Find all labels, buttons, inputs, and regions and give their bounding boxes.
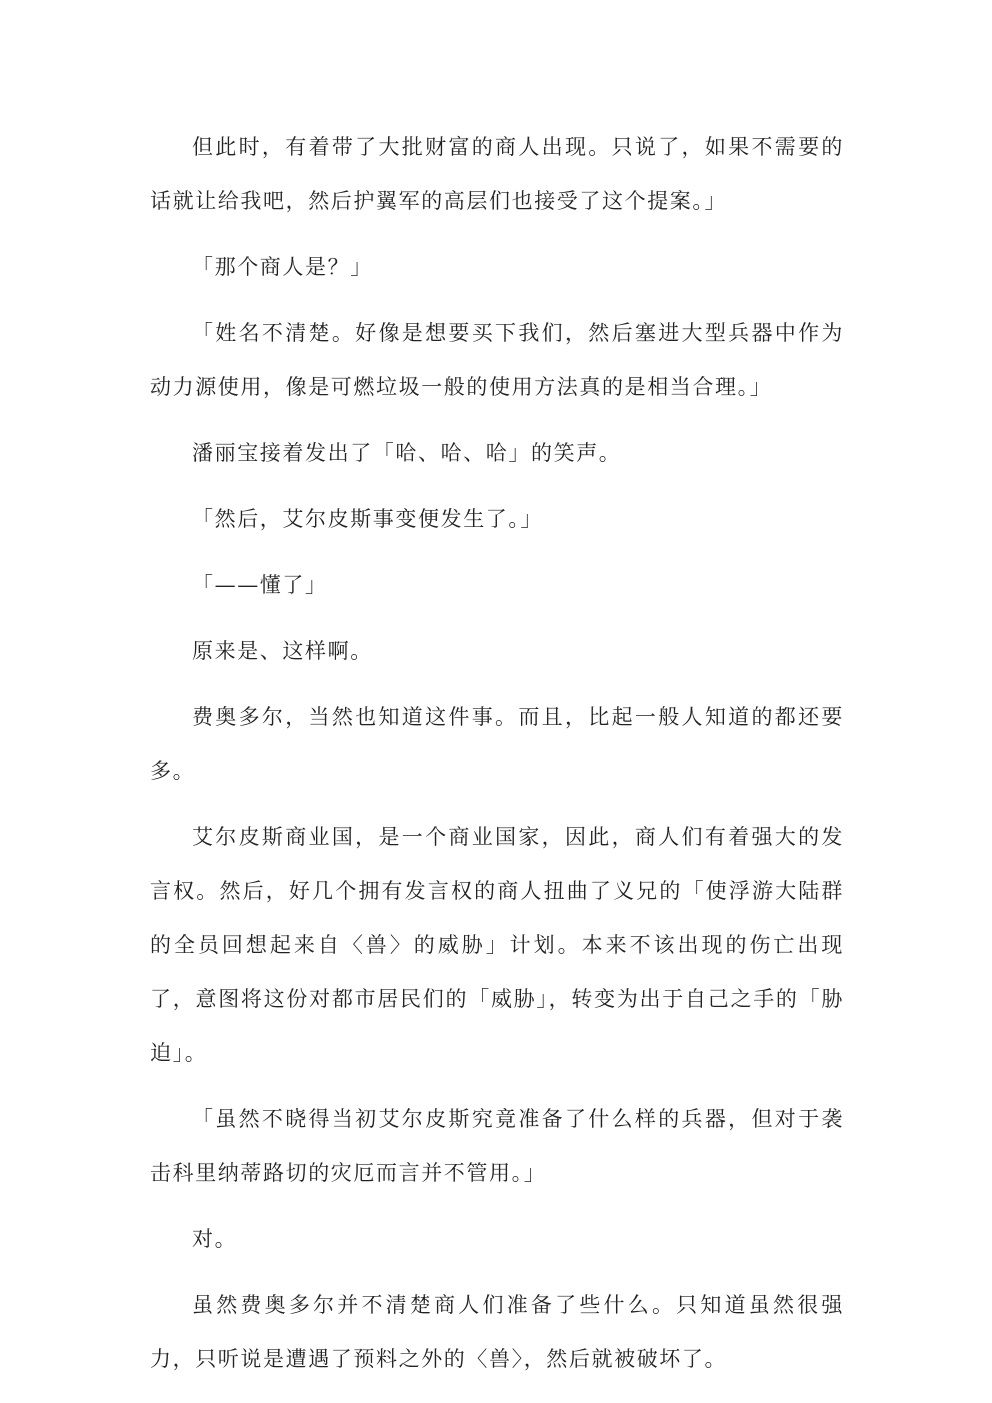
paragraph: 「——懂了」 [192, 573, 328, 597]
paragraph: 「那个商人是？」 [192, 255, 373, 279]
paragraph: 艾尔皮斯商业国，是一个商业国家，因此，商人们有着强大的发言权。然后，好几个拥有发言权的商人扭曲了义兄的「使浮游大陆群的全员回想起来自〈兽〉的威胁」计划。本来不该出现的伤亡出现了，意图将这份对都市居民们的「威胁」，转变为出于自己之手的「胁迫」。 [150, 825, 844, 1065]
paragraph: 「姓名不清楚。好像是想要买下我们，然后塞进大型兵器中作为动力源使用，像是可燃垃圾一般的使用方法真的是相当合理。」 [150, 321, 844, 399]
paragraph: 虽然费奥多尔并不清楚商人们准备了些什么。只知道虽然很强力，只听说是遭遇了预料之外的〈兽〉，然后就被破坏了。 [150, 1293, 844, 1371]
paragraph: 原来是、这样啊。 [192, 639, 373, 663]
paragraph: 「然后，艾尔皮斯事变便发生了。」 [192, 507, 544, 531]
paragraph: 「虽然不晓得当初艾尔皮斯究竟准备了什么样的兵器，但对于袭击科里纳蒂路切的灾厄而言并不管用。」 [150, 1107, 844, 1185]
text-body [150, 120, 844, 1398]
paragraph: 但此时，有着带了大批财富的商人出现。只说了，如果不需要的话就让给我吧，然后护翼军的高层们也接受了这个提案。」 [150, 135, 844, 213]
paragraph: 对。 [192, 1227, 238, 1251]
paragraph: 潘丽宝接着发出了「哈、哈、哈」的笑声。 [192, 441, 622, 465]
paragraph: 费奥多尔，当然也知道这件事。而且，比起一般人知道的都还要多。 [150, 705, 844, 783]
